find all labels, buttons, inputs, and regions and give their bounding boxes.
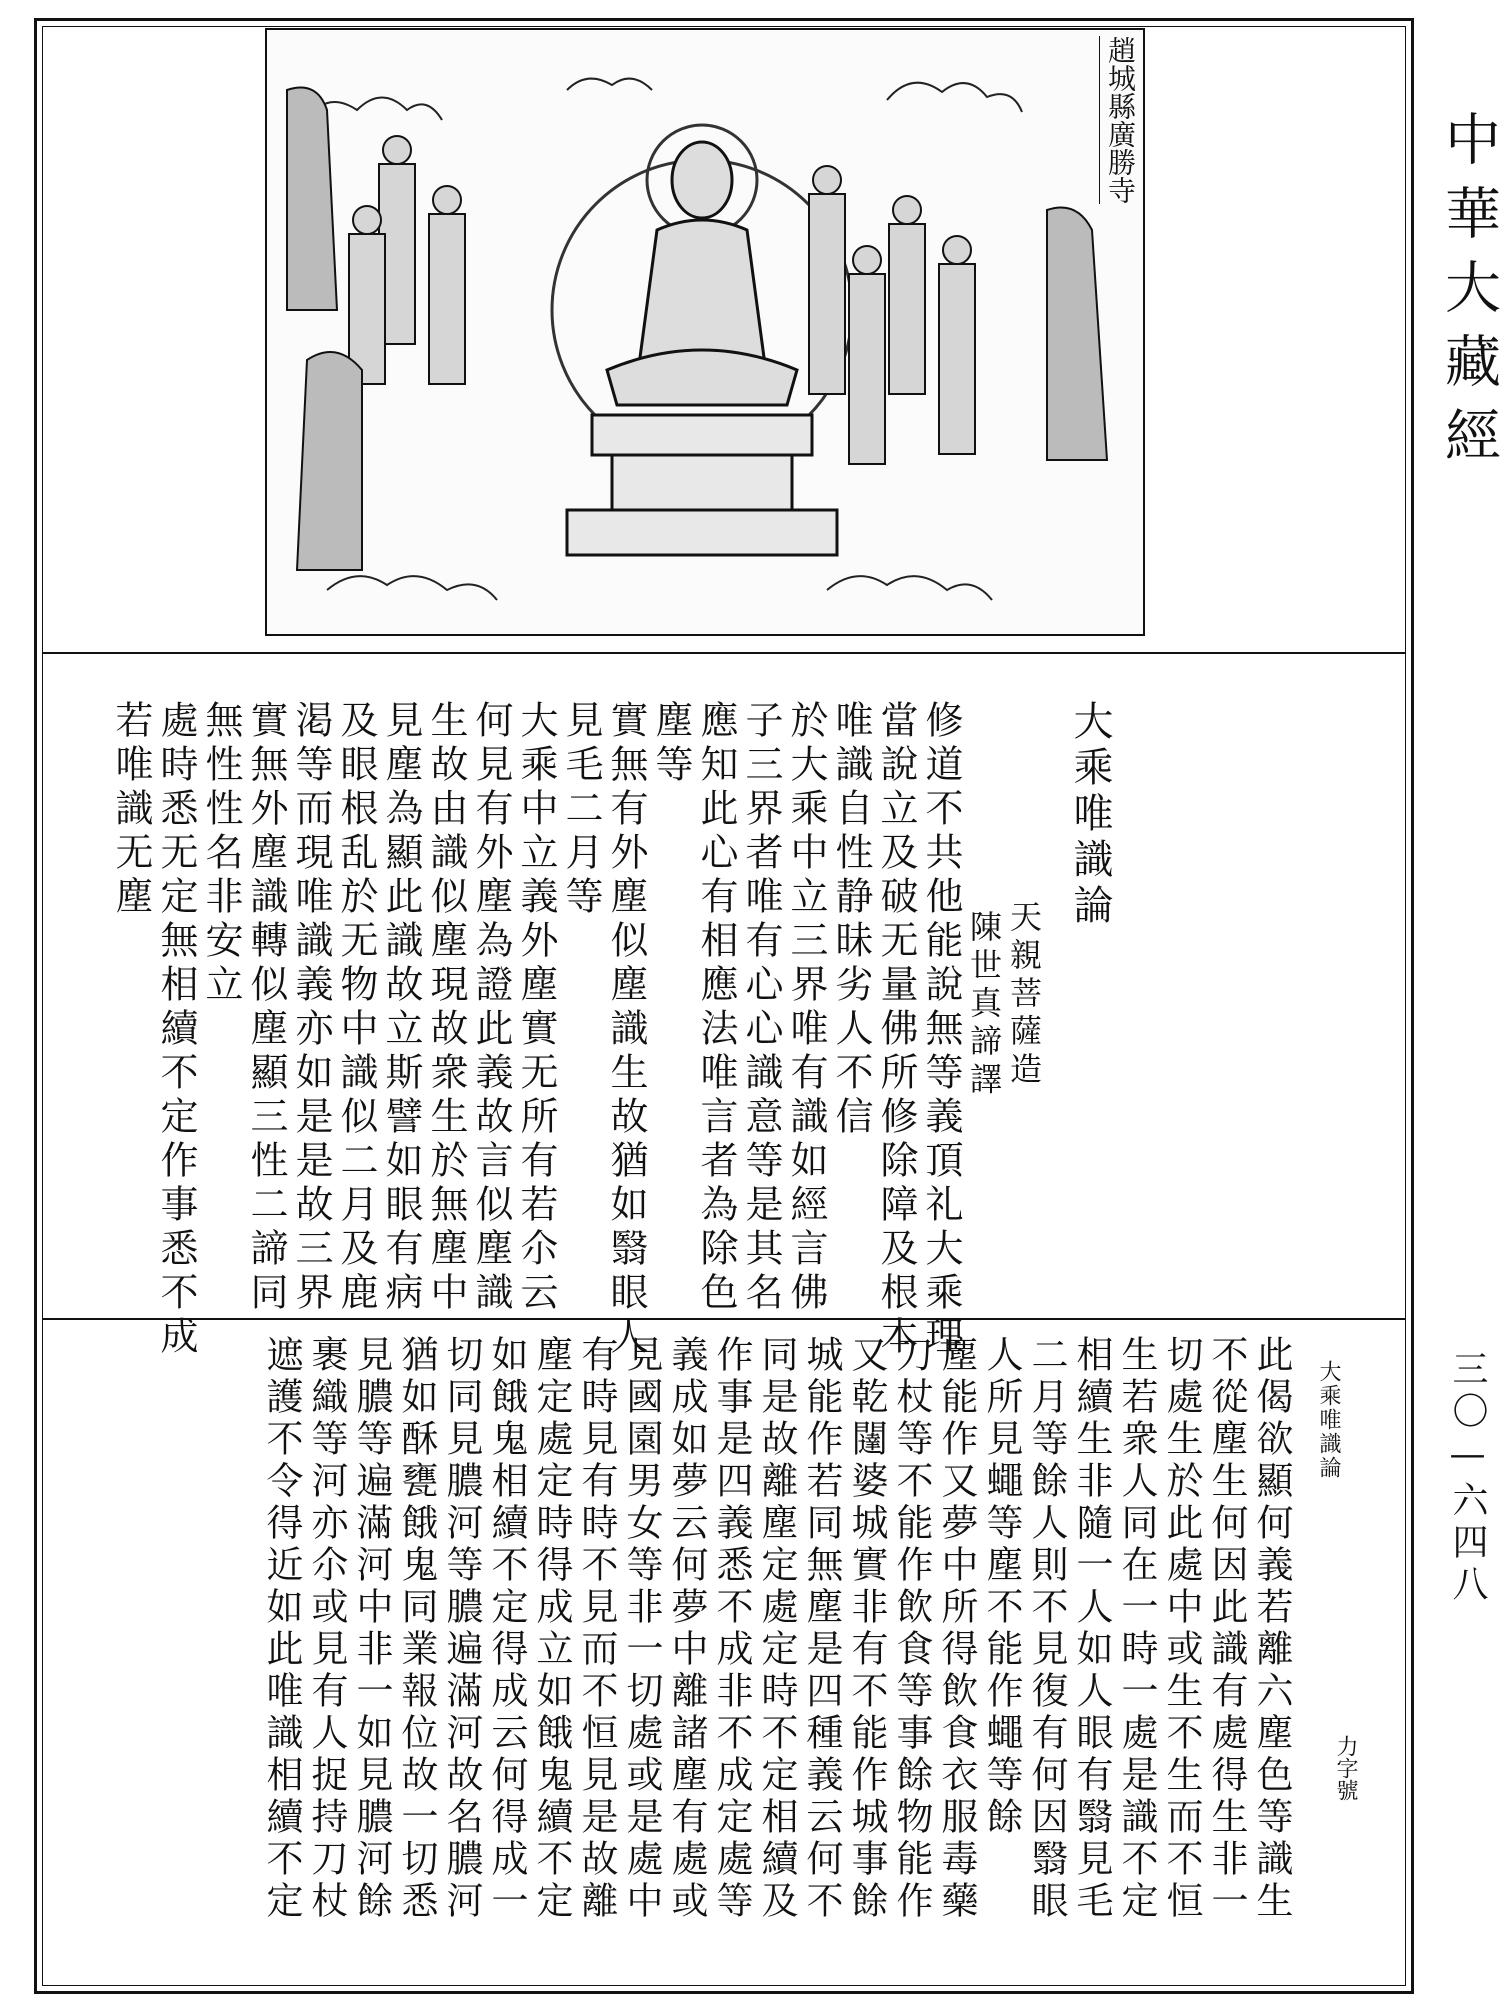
text-column: 於大乘中立三界唯有識如經言佛: [784, 700, 828, 1316]
text-column: 如餓鬼相續不定得成云何得成一: [485, 1335, 528, 1923]
text-column: 塵能作又夢中所得飲食衣服毒藥: [935, 1335, 978, 1923]
margin-case-mark: 力字號: [1333, 1735, 1358, 1801]
text-column: 當說立及破无量佛所修除障及根本: [874, 700, 918, 1360]
text-column: 應知此心有相應法唯言者為除色: [694, 700, 738, 1316]
text-column: 渇等而現唯識義亦如是是故三界: [289, 700, 333, 1316]
volume-page-number: 三〇—六四八: [1447, 1350, 1488, 1607]
text-column: 生故由識似塵現故衆生於無塵中: [424, 700, 468, 1316]
margin-sutra-title: 大乘唯識論: [1316, 1360, 1341, 1480]
text-column: 作事是四義悉不成非不成定處等: [710, 1335, 753, 1923]
text-column: 刀杖等不能作飲食等事餘物能作: [890, 1335, 933, 1923]
text-column: 猶如酥甕餓鬼同業報位故一切悉: [395, 1335, 438, 1923]
text-column: 切同見膿河等膿遍滿河故名膿河: [440, 1335, 483, 1923]
frontispiece-illustration: [265, 28, 1145, 636]
text-column: 唯識自性静昧劣人不信: [829, 700, 873, 1140]
text-column: 子三界者唯有心心識意等是其名: [739, 700, 783, 1316]
text-column: 大乘中立義外塵實无所有若尒云: [514, 700, 558, 1316]
text-column: 陳世真諦譯: [965, 910, 1003, 1100]
text-column: 人所見蠅等塵不能作蠅等餘: [980, 1335, 1023, 1839]
text-column: 二月等餘人則不見復有何因翳眼: [1025, 1335, 1068, 1923]
collection-title: 中華大藏經: [1436, 110, 1501, 480]
text-column: 天親菩薩造: [1005, 900, 1043, 1090]
text-column: 裹織等河亦尒或見有人捉持刀杖: [305, 1335, 348, 1923]
text-column: 生若衆人同在一時一處是識不定: [1115, 1335, 1158, 1923]
temple-inscription: 趙城縣廣勝寺: [1099, 36, 1135, 204]
text-column: 義成如夢云何夢中離諸塵有處或: [665, 1335, 708, 1923]
text-column: 塵等: [649, 700, 693, 788]
buddha-assembly-illustration: [267, 30, 1143, 634]
upper-text-section: [90, 700, 1113, 1360]
text-column: 無性性名非安立: [199, 700, 243, 1008]
lower-text-section: [90, 1335, 1370, 1975]
text-column: 同是故離塵定處定時不定相續及: [755, 1335, 798, 1923]
text-column: 何見有外塵為證此義故言似塵識: [469, 700, 513, 1316]
text-column: 實無外塵識轉似塵顯三性二諦同: [244, 700, 288, 1316]
section-divider-top: [42, 652, 1406, 654]
text-column: 切處生於此處中或生不生而不恒: [1160, 1335, 1203, 1923]
text-column: 大乘唯識論: [1067, 700, 1113, 930]
section-divider-bottom: [42, 1318, 1406, 1320]
text-column: 處時悉无定無相續不定作事悉不成: [154, 700, 198, 1360]
text-column: 遮護不令得近如此唯識相續不定: [260, 1335, 303, 1923]
text-column: 塵定處定時得成立如餓鬼續不定: [530, 1335, 573, 1923]
text-column: 見塵為顯此識故立斯譬如眼有病: [379, 700, 423, 1316]
text-column: 城能作若同無塵是四種義云何不: [800, 1335, 843, 1923]
text-column: 及眼根乱於无物中識似二月及鹿: [334, 700, 378, 1316]
text-column: 有時見有時不見而不恒見是故離: [575, 1335, 618, 1923]
text-column: 又乾闥婆城實非有不能作城事餘: [845, 1335, 888, 1923]
text-column: 不從塵生何因此識有處得生非一: [1205, 1335, 1248, 1923]
text-column: 見膿等遍滿河中非一如見膿河餘: [350, 1335, 393, 1923]
text-column: 見國園男女等非一切處或是處中: [620, 1335, 663, 1923]
text-column: 此偈欲顯何義若離六塵色等識生: [1250, 1335, 1293, 1923]
text-column: 若唯識无塵: [109, 700, 153, 920]
text-column: 修道不共他能說無等義頂礼大乘理: [919, 700, 963, 1360]
text-column: 實無有外塵似塵識生故猶如翳眼人: [604, 700, 648, 1360]
text-column: 相續生非隨一人如人眼有翳見毛: [1070, 1335, 1113, 1923]
text-column: 見毛二月等: [559, 700, 603, 920]
